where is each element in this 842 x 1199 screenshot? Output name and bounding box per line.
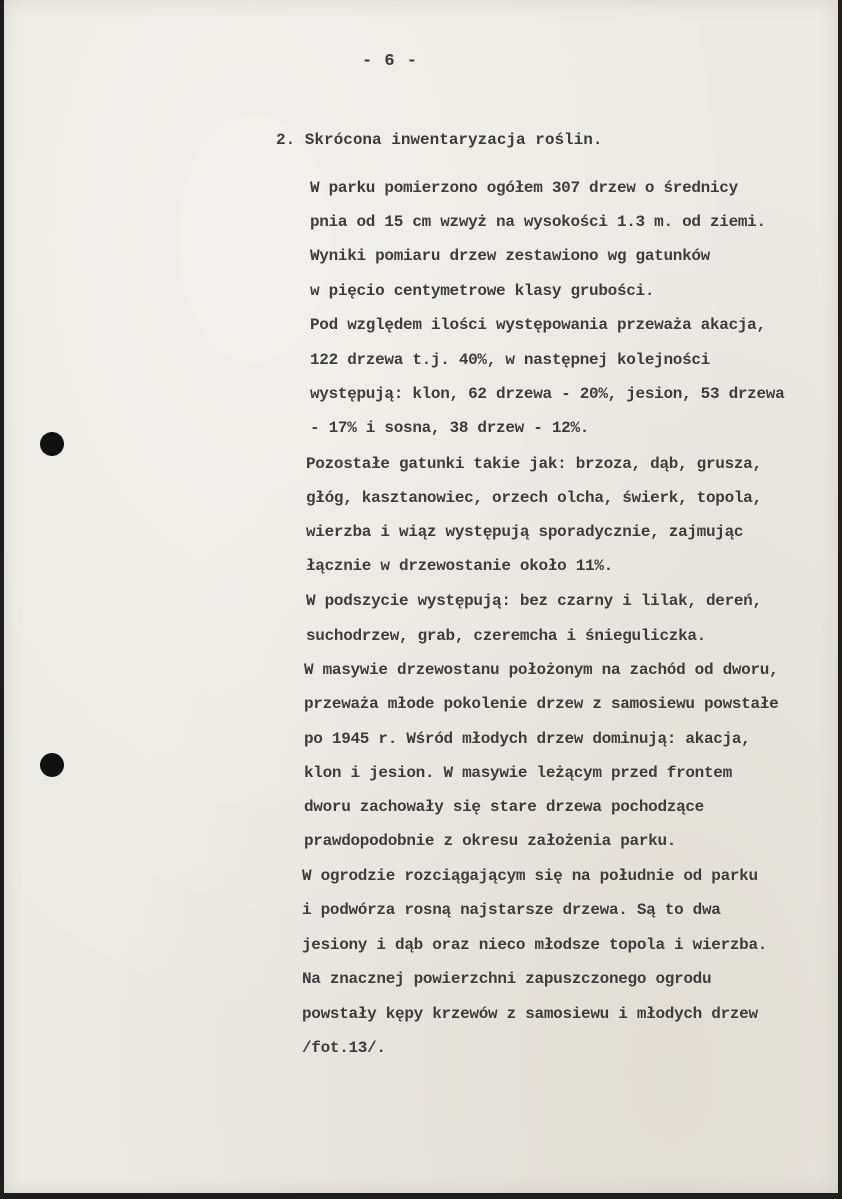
text-line: występują: klon, 62 drzewa - 20%, jesion, 53 drzewa [310, 385, 785, 403]
text-line: głóg, kasztanowiec, orzech olcha, świerk, topola, [306, 489, 762, 507]
section-heading: 2. Skrócona inwentaryzacja roślin. [276, 131, 603, 149]
text-line: Pozostałe gatunki takie jak: brzoza, dąb, grusza, [306, 455, 762, 473]
text-line: prawdopodobnie z okresu założenia parku. [304, 832, 677, 850]
text-line: łącznie w drzewostanie około 11%. [306, 557, 613, 575]
text-line: /fot.13/. [302, 1039, 386, 1057]
text-line: W masywie drzewostanu położonym na zachód od dworu, [304, 661, 779, 679]
text-line: suchodrzew, grab, czeremcha i śnieguliczka. [306, 627, 706, 645]
text-line: pnia od 15 cm wzwyż na wysokości 1.3 m. od ziemi. [310, 213, 766, 231]
text-line: przeważa młode pokolenie drzew z samosiewu powstałe [304, 695, 779, 713]
text-line: - 17% i sosna, 38 drzew - 12%. [310, 419, 590, 437]
text-line: 122 drzewa t.j. 40%, w następnej kolejności [310, 351, 710, 369]
text-line: i podwórza rosną najstarsze drzewa. Są to dwa [302, 901, 721, 919]
document-page [4, 0, 838, 1193]
text-line: klon i jesion. W masywie leżącym przed frontem [304, 764, 732, 782]
text-line: po 1945 r. Wśród młodych drzew dominują: akacja, [304, 730, 751, 748]
text-line: Pod względem ilości występowania przeważa akacja, [310, 316, 766, 334]
text-line: Na znacznej powierzchni zapuszczonego ogrodu [302, 970, 712, 988]
text-line: W ogrodzie rozciągającym się na południe od parku [302, 867, 758, 885]
page-number: - 6 - [362, 52, 419, 71]
text-line: Wyniki pomiaru drzew zestawiono wg gatunków [310, 247, 710, 265]
punch-hole [40, 753, 64, 777]
punch-hole [40, 432, 64, 456]
text-line: powstały kępy krzewów z samosiewu i młodych drzew [302, 1005, 758, 1023]
text-line: dworu zachowały się stare drzewa pochodzące [304, 798, 704, 816]
text-line: w pięcio centymetrowe klasy grubości. [310, 282, 655, 300]
text-line: jesiony i dąb oraz nieco młodsze topola i wierzba. [302, 936, 768, 954]
text-line: wierzba i wiąz występują sporadycznie, zajmując [306, 523, 744, 541]
text-line: W parku pomierzono ogółem 307 drzew o średnicy [310, 179, 738, 197]
text-line: W podszycie występują: bez czarny i lilak, dereń, [306, 592, 762, 610]
